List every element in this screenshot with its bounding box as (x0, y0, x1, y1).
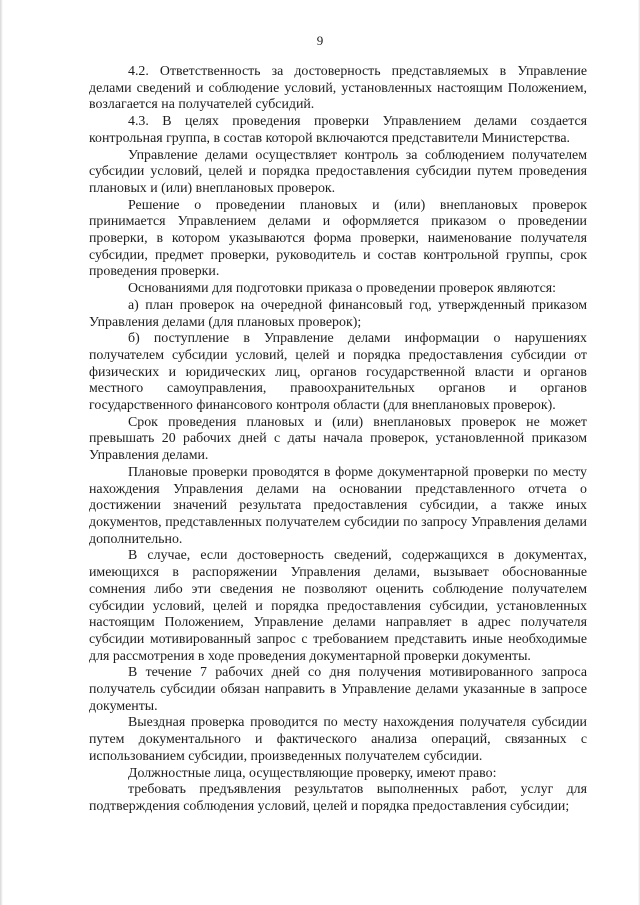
paragraph-grounds: Основаниями для подготовки приказа о проведении проверок являются: (128, 281, 556, 297)
paragraph-term: Срок проведения плановых и (или) внеплановых проверок не может превышать 20 рабочих дней с даты начала проверок, установленной приказом Управления делами. (89, 414, 587, 464)
paragraph-4-3: 4.3. В целях проведения проверки Управлением делами создается контрольная группа, в состав которой включаются представители Министерства. (89, 114, 587, 146)
paragraph-decision: Решение о проведении плановых и (или) внеплановых проверок принимается Управлением делами и оформляется приказом о проведении проверки, в котором указываются форма проверки, наименование получателя субсидии, предмет проверки, руководитель и состав контрольной группы, срок проведения проверки. (89, 197, 587, 280)
paragraph-require: требовать предъявления результатов выполненных работ, услуг для подтверждения соблюдения условий, целей и порядка предоставления субсидии; (89, 782, 587, 814)
paragraph-item-b: б) поступление в Управление делами информации о нарушениях получателем субсидии условий, целей и порядка предоставления субсидии от физических и юридических лиц, органов государственной власти и органов местного самоуправления, правоохранительных органов и органов государственного финансового контроля области (для внеплановых проверок). (89, 331, 587, 414)
paragraph-planned: Плановые проверки проводятся в форме документарной проверки по месту нахождения Управления делами на основании представленного отчета о достижении значений результата предоставления субсидии, а также иных документов, представленных получателем субсидии по запросу Управления делами дополнительно. (89, 464, 587, 547)
document-body (89, 64, 587, 816)
paragraph-item-a: а) план проверок на очередной финансовый год, утвержденный приказом Управления делами (для плановых проверок); (89, 297, 587, 330)
paragraph-seven-days: В течение 7 рабочих дней со дня получения мотивированного запроса получатель субсидии обязан направить в Управление делами указанные в запросе документы. (89, 665, 587, 714)
paragraph-4-2: 4.2. Ответственность за достоверность представляемых в Управление делами сведений и соблюдение условий, установленных настоящим Положением, возлагается на получателей субсидий. (89, 64, 587, 113)
page-number: 9 (316, 33, 324, 48)
paragraph-officials: Должностные лица, осуществляющие проверку, имеют право: (128, 765, 497, 781)
paragraph-onsite: Выездная проверка проводится по месту нахождения получателя субсидии путем документального и фактического анализа операций, связанных с использованием субсидии, произведенных получателем субсидии. (89, 715, 587, 764)
scan-edge-left (0, 0, 3, 905)
paragraph-doubt: В случае, если достоверность сведений, содержащихся в документах, имеющихся в распоряжении Управления делами, вызывает обоснованные сомнения либо эти сведения не позволяют оценить соблюдение получателем субсидии условий, целей и порядка предоставления субсидии, установленных настоящим Положением, Управление делами направляет в адрес получателя субсидии мотивированный запрос с требованием представить иные необходимые для рассмотрения в ходе проведения документарной проверки документы. (89, 548, 587, 664)
paragraph-control: Управление делами осуществляет контроль за соблюдением получателем субсидии условий, целей и порядка предоставления субсидии путем проведения плановых и (или) внеплановых проверок. (89, 147, 587, 196)
